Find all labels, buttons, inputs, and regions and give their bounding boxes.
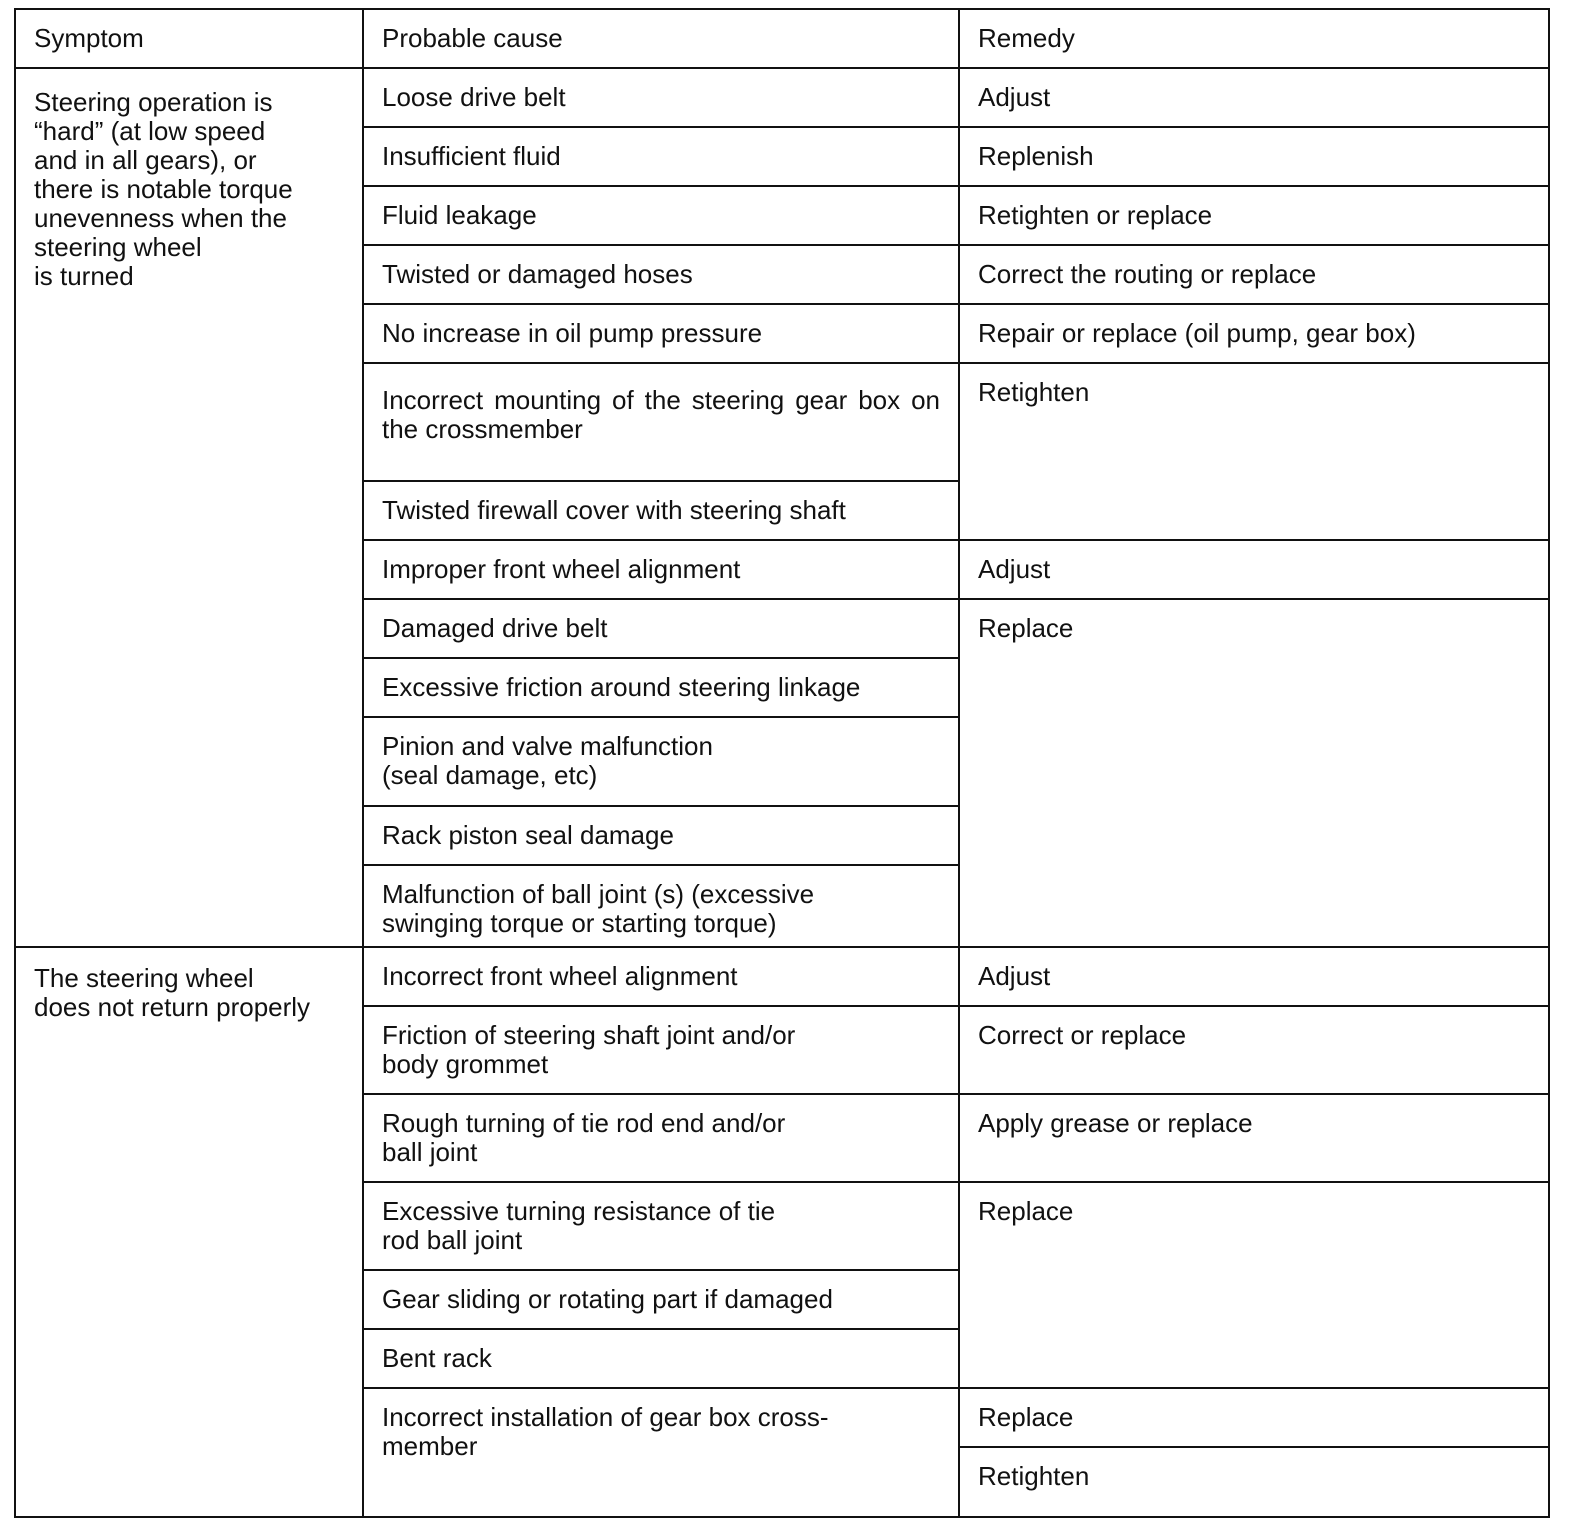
remedy-cell: Adjust: [958, 946, 1550, 1007]
remedy-cell: Retighten or replace: [958, 185, 1550, 246]
remedy-cell: Adjust: [958, 539, 1550, 600]
symptom-cell: Steering operation is “hard” (at low speed and in all gears), or there is notable torque unevenness when the steering wheel is turned: [14, 67, 364, 948]
cause-cell: Excessive friction around steering linkage: [362, 657, 960, 718]
cause-cell: Damaged drive belt: [362, 598, 960, 659]
remedy-cell: Replace: [958, 1387, 1550, 1448]
header-symptom: Symptom: [14, 8, 364, 69]
remedy-cell: Replenish: [958, 126, 1550, 187]
troubleshooting-table: [14, 8, 1574, 1518]
cause-cell: Rack piston seal damage: [362, 805, 960, 866]
cause-cell: No increase in oil pump pressure: [362, 303, 960, 364]
remedy-cell: Repair or replace (oil pump, gear box): [958, 303, 1550, 364]
cause-cell: Bent rack: [362, 1328, 960, 1389]
cause-cell: Excessive turning resistance of tie rod ball joint: [362, 1181, 960, 1271]
cause-cell: Incorrect installation of gear box cross- member: [362, 1387, 960, 1518]
remedy-cell: Retighten: [958, 1446, 1550, 1518]
remedy-cell: Replace: [958, 598, 1550, 948]
cause-cell: Loose drive belt: [362, 67, 960, 128]
cause-cell: Pinion and valve malfunction (seal damage, etc): [362, 716, 960, 807]
remedy-cell: Correct the routing or replace: [958, 244, 1550, 305]
cause-cell: Rough turning of tie rod end and/or ball joint: [362, 1093, 960, 1183]
cause-cell: Twisted or damaged hoses: [362, 244, 960, 305]
cause-cell: Friction of steering shaft joint and/or body grommet: [362, 1005, 960, 1095]
cause-cell: Fluid leakage: [362, 185, 960, 246]
remedy-cell: Adjust: [958, 67, 1550, 128]
remedy-cell: Apply grease or replace: [958, 1093, 1550, 1183]
cause-cell: Malfunction of ball joint (s) (excessive swinging torque or starting torque): [362, 864, 960, 948]
header-remedy: Remedy: [958, 8, 1550, 69]
cause-cell: Improper front wheel alignment: [362, 539, 960, 600]
remedy-cell: Retighten: [958, 362, 1550, 541]
remedy-cell: Replace: [958, 1181, 1550, 1389]
cause-cell: Twisted firewall cover with steering shaft: [362, 480, 960, 541]
symptom-cell: The steering wheel does not return properly: [14, 946, 364, 1518]
cause-cell: Incorrect front wheel alignment: [362, 946, 960, 1007]
cause-cell: Incorrect mounting of the steering gear box on the crossmember: [362, 362, 960, 482]
cause-cell: Gear sliding or rotating part if damaged: [362, 1269, 960, 1330]
cause-cell: Insufficient fluid: [362, 126, 960, 187]
header-probable-cause: Probable cause: [362, 8, 960, 69]
remedy-cell: Correct or replace: [958, 1005, 1550, 1095]
